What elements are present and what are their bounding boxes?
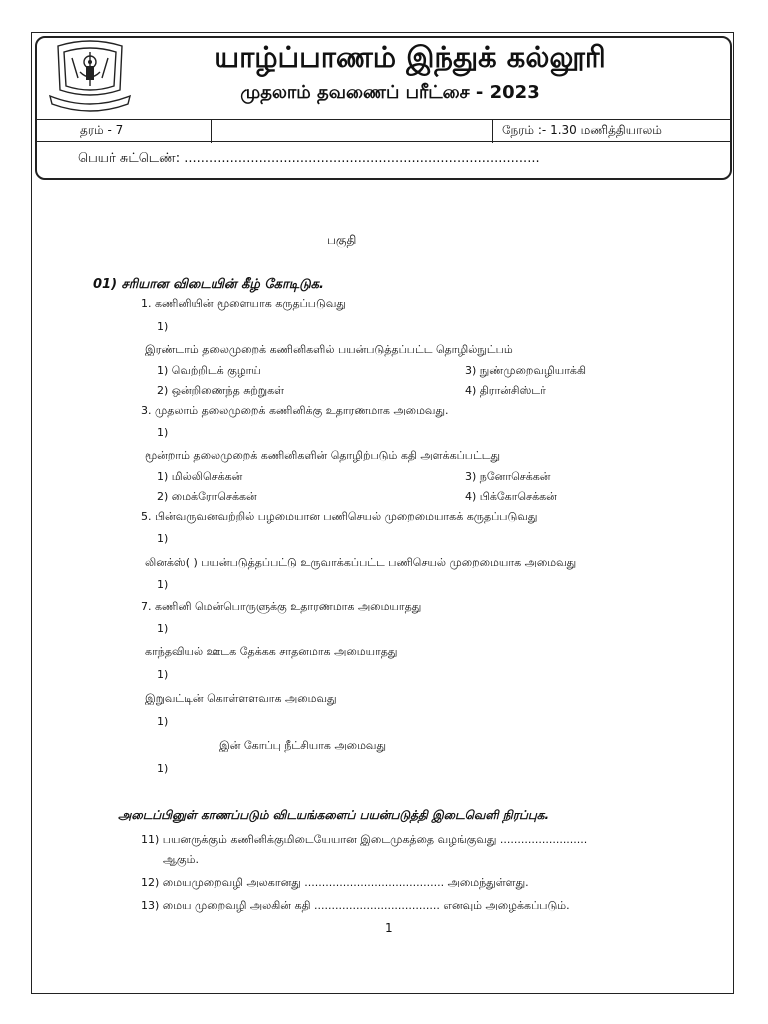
question-1-heading: 01) சரியான விடையின் கீழ் கோடிடுக. [93,277,324,292]
question-text: லினக்ஸ்( ) பயன்படுத்தப்பட்டு உருவாக்கப்பட்ட பணிசெயல் முறைமையாக அமைவது [145,556,577,569]
answer-option[interactable]: 4) பிக்கோசெக்கன் [465,490,557,503]
answer-option[interactable]: 1) [157,578,169,591]
info-row [37,119,730,142]
fill-item-continuation: ஆகும். [163,853,199,866]
name-index-field[interactable]: பெயர் சுட்டெண்: ...................................................................................... [78,151,540,166]
answer-option[interactable]: 1) [157,532,169,545]
exam-title: முதலாம் தவணைப் பரீட்சை - 2023 [240,82,540,103]
answer-option[interactable]: 1) [157,668,169,681]
answer-option[interactable]: 1) [157,426,169,439]
answer-option[interactable]: 1) மில்லிசெக்கன் [157,470,243,483]
question-text: இறுவட்டின் கொள்ளளவாக அமைவது [145,692,337,705]
fill-item[interactable]: 12) மையமுறைவழி அலகானது ........................................ அமைந்துள்ளது. [141,876,529,889]
fill-item[interactable]: 11) பயனருக்கும் கணினிக்குமிடையேயான இடைமுகத்தை வழங்குவது ......................... [141,833,588,846]
fill-item[interactable]: 13) மைய முறைவழி அலகின் கதி .................................... எனவும் அழைக்கப்படும். [141,899,570,912]
cell-divider [211,120,212,143]
question-text: இரண்டாம் தலைமுறைக் கணினிகளில் பயன்படுத்தப்பட்ட தொழில்நுட்பம் [145,343,513,356]
time-label: நேரம் :- 1.30 மணித்தியாலம் [502,123,662,137]
answer-option[interactable]: 2) மைக்ரோசெக்கன் [157,490,257,503]
question-text: 5. பின்வருவனவற்றில் பழமையான பணிசெயல் முறைமையாகக் கருதப்படுவது [141,510,538,523]
cell-divider [492,120,493,143]
answer-option[interactable]: 1) [157,762,169,775]
page-number: 1 [385,921,393,935]
question-text: காந்தவியல் ஊடக தேக்கக சாதனமாக அமையாதது [145,645,398,658]
answer-option[interactable]: 1) வெற்றிடக் குழாய் [157,364,261,377]
question-text: மூன்றாம் தலைமுறைக் கணினிகளின் தொழிற்படும் கதி அளக்கப்பட்டது [145,449,501,462]
section-heading: பகுதி [327,233,357,247]
answer-option[interactable]: 4) திரான்சிஸ்டர் [465,384,546,397]
fill-section-heading: அடைப்பினுள் காணப்படும் விடயங்களைப் பயன்படுத்தி இடைவெளி நிரப்புக. [118,808,550,822]
school-title: யாழ்ப்பாணம் இந்துக் கல்லூரி [214,40,606,74]
answer-option[interactable]: 1) [157,622,169,635]
answer-option[interactable]: 2) ஒன்றிணைந்த சுற்றுகள் [157,384,285,397]
answer-option[interactable]: 1) [157,715,169,728]
question-text: 7. கணினி மென்பொருளுக்கு உதாரணமாக அமையாதது [141,600,422,613]
school-crest-icon [42,38,138,118]
info-table [37,119,730,177]
question-text: 1. கணினியின் மூளையாக கருதப்படுவது [141,297,346,310]
answer-option[interactable]: 3) நனோசெக்கன் [465,470,551,483]
question-text: 3. முதலாம் தலைமுறைக் கணினிக்கு உதாரணமாக அமைவது. [141,404,449,417]
question-text: இன் கோப்பு நீட்சியாக அமைவது [219,739,387,752]
grade-label: தரம் - 7 [80,123,124,137]
answer-option[interactable]: 1) [157,320,169,333]
answer-option[interactable]: 3) நுண்முறைவழியாக்கி [465,364,586,377]
